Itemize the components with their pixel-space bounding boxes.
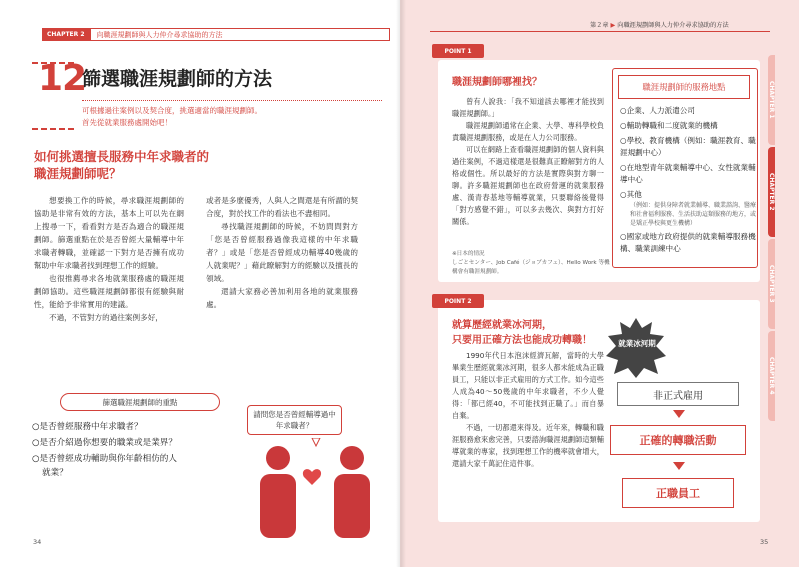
point-2-title — [452, 318, 592, 348]
tab-chapter-1[interactable]: CHAPTER 1 — [768, 55, 775, 145]
paragraph: 可以在網路上查看職涯規劃師的個人資料與過往案例，不過這樣還是很難真正瞭解對方的人格或個性。所以最好的方法是實際與對方聊一聊。許多職涯規劃師也在政府營運的就業服務處、漢青春基地等輔導就業，只要聯絡後覺得「對方感覺不錯」，可以多去幾次、與對方打好關係。 — [452, 145, 604, 226]
paragraph: 1990年代日本泡沫經濟瓦解，當時的大學畢業生歷經就業冰河期，很多人都未能成為正職員工，只能以非正式雇用的方式工作。如今這些人成為40～50幾歲的中年求職者，不少人覺得：「都已經40，不可能找到正職了。」而自暴自棄。 — [452, 351, 604, 420]
person-left-icon — [260, 446, 296, 538]
chapter-header — [42, 28, 390, 41]
paragraph: 也很推薦尋求各地就業服務處的職涯規劃師協助。這些職涯規劃師都很有經驗與耐性，能給予非常實用的建議。 — [34, 274, 184, 309]
bubble-tail — [312, 438, 320, 446]
people-illustration — [250, 438, 390, 538]
page-number: 35 — [760, 538, 769, 546]
chapter-tag: CHAPTER 2 — [42, 28, 90, 41]
services-list — [620, 105, 756, 258]
dash-divider — [32, 128, 74, 130]
checklist-item: 就業？ — [42, 468, 68, 478]
header-rule — [430, 31, 770, 32]
page-subtitle — [82, 105, 262, 129]
point-1-tag: POINT 1 — [432, 44, 484, 58]
subtitle-line: 首先從就業服務處開始吧！ — [82, 118, 172, 127]
running-head-chapter: 第２章 — [590, 22, 609, 29]
paragraph: 或者是多麼優秀，人與人之間還是有所謂的契合度，對於找工作的看法也不盡相同。 — [206, 196, 358, 218]
tab-chapter-2[interactable]: CHAPTER 2 — [768, 147, 775, 237]
service-item: ○企業、人力派遣公司 — [620, 106, 695, 115]
checklist-item: ○是否介紹過你想要的職業或是業界？ — [32, 438, 177, 448]
service-item: ○在地型青年就業輔導中心、女性就業輔導中心 — [620, 163, 756, 184]
point-2-body — [452, 350, 604, 470]
service-item: ○其他 — [620, 190, 642, 199]
tab-chapter-4[interactable]: CHAPTER 4 — [768, 331, 775, 421]
arrow-down-icon — [673, 462, 685, 470]
service-item: ○輔助轉職和二度就業的機構 — [620, 121, 718, 130]
body-column-1 — [34, 194, 184, 324]
service-item: ○國家或地方政府提供的就業輔導服務機構、職業訓練中心 — [620, 232, 756, 253]
tab-chapter-3[interactable]: CHAPTER 3 — [768, 239, 775, 329]
checklist-item: ○是否曾經服務中年求職者？ — [32, 422, 143, 432]
point-1-body — [452, 96, 604, 228]
dotted-divider — [82, 100, 382, 101]
chapter-tabs — [768, 55, 799, 423]
checklist — [32, 420, 177, 482]
section-heading — [34, 148, 209, 182]
body-column-2 — [206, 194, 358, 311]
point-1-title: 職涯規劃師哪裡找？ — [452, 77, 542, 88]
speech-bubble: 請問您是否曾經輔導過中年求職者？ — [247, 405, 342, 435]
paragraph: 不過，一切都還來得及。近年來，轉職和職涯服務愈來愈完善，只要諮詢職涯規劃師這類輔導就業的專家，找到理想工作的機率就會增大，還請大家千萬記住這件事。 — [452, 423, 604, 468]
person-right-icon — [334, 446, 370, 538]
paragraph: 想要換工作的時候，尋求職涯規劃師的協助是非常有效的方法，基本上可以先在網上搜尋一下，看看對方是否為適合的職涯規劃師。篩選重點在於是否曾經大量輔導中年求職者轉職，並確認一下對方是否擁有成功幫助中年求職者找到理想工作的經驗。 — [34, 196, 184, 270]
arrow-down-icon — [673, 410, 685, 418]
book-gutter — [396, 0, 406, 567]
flow-correct-job-hunting: 正確的轉職活動 — [610, 425, 746, 455]
checklist-item: ○是否曾經成功輔助與你年齡相仿的人 — [32, 454, 177, 464]
title-line: 就算歷經就業冰河期， — [452, 320, 552, 331]
flow-regular-employee: 正職員工 — [622, 478, 734, 508]
page-title: 篩選職涯規劃師的方法 — [82, 68, 273, 90]
point-2-tag: POINT 2 — [432, 294, 484, 308]
section-number: 12 — [38, 58, 87, 99]
iceberg-label: 就業冰河期 — [618, 339, 656, 348]
paragraph: 職涯規劃師通常在企業、大學、專科學校負責職涯規劃服務，或是在人力公司服務。 — [452, 121, 604, 142]
subtitle-line: 可根據過往案例以及契合度，挑選適當的職涯規劃師。 — [82, 106, 262, 115]
heading-line: 如何挑選擅長服務中年求職者的 — [34, 149, 210, 164]
paragraph: 尋找職涯規劃師的時候，不妨問問對方「您是否曾經服務過像我這樣的中年求職者？」或是「您是否曾經成功輔導40幾歲的人就業呢？」藉此瞭解對方的經驗以及擅長的領域。 — [206, 222, 358, 283]
triangle-icon: ▶ — [610, 22, 618, 29]
paragraph: 曾有人說我：「我不知道該去哪裡才能找到職涯規劃師。」 — [452, 97, 604, 118]
key-points-title: 篩選職涯規劃師的重點 — [60, 393, 220, 411]
services-title: 職涯規劃師的服務地點 — [618, 75, 750, 99]
paragraph: 還請大家務必善加利用各地的就業服務處。 — [206, 287, 358, 309]
title-line: 只要用正確方法也能成功轉職！ — [452, 335, 592, 346]
service-item-detail: （例如：提供身障者就業輔導、職業諮詢、醫療和社會福利服務、生活扶助這類服務的地方，或是矯正學校與更生機構） — [630, 202, 757, 227]
running-head-title: 向職涯規劃師與人力仲介尋求協助的方法 — [617, 22, 729, 29]
flow-irregular-employment: 非正式雇用 — [617, 382, 739, 406]
chapter-title: 向職涯規劃師與人力仲介尋求協助的方法 — [90, 28, 390, 41]
service-item: ○學校、教育機構（例如：職涯教育、職涯規劃中心） — [620, 136, 756, 157]
point-1-note: ※日本的情況 しごとセンター、Job Café（ジョブカフェ）、Hello Work 等機構會有職涯規劃師。 — [452, 251, 610, 275]
page-number: 34 — [33, 538, 42, 546]
running-head — [590, 20, 729, 29]
heart-icon — [303, 469, 321, 485]
heading-line: 職涯規劃師呢？ — [34, 166, 122, 181]
paragraph: 不過，不管對方的過往案例多好， — [49, 313, 163, 322]
